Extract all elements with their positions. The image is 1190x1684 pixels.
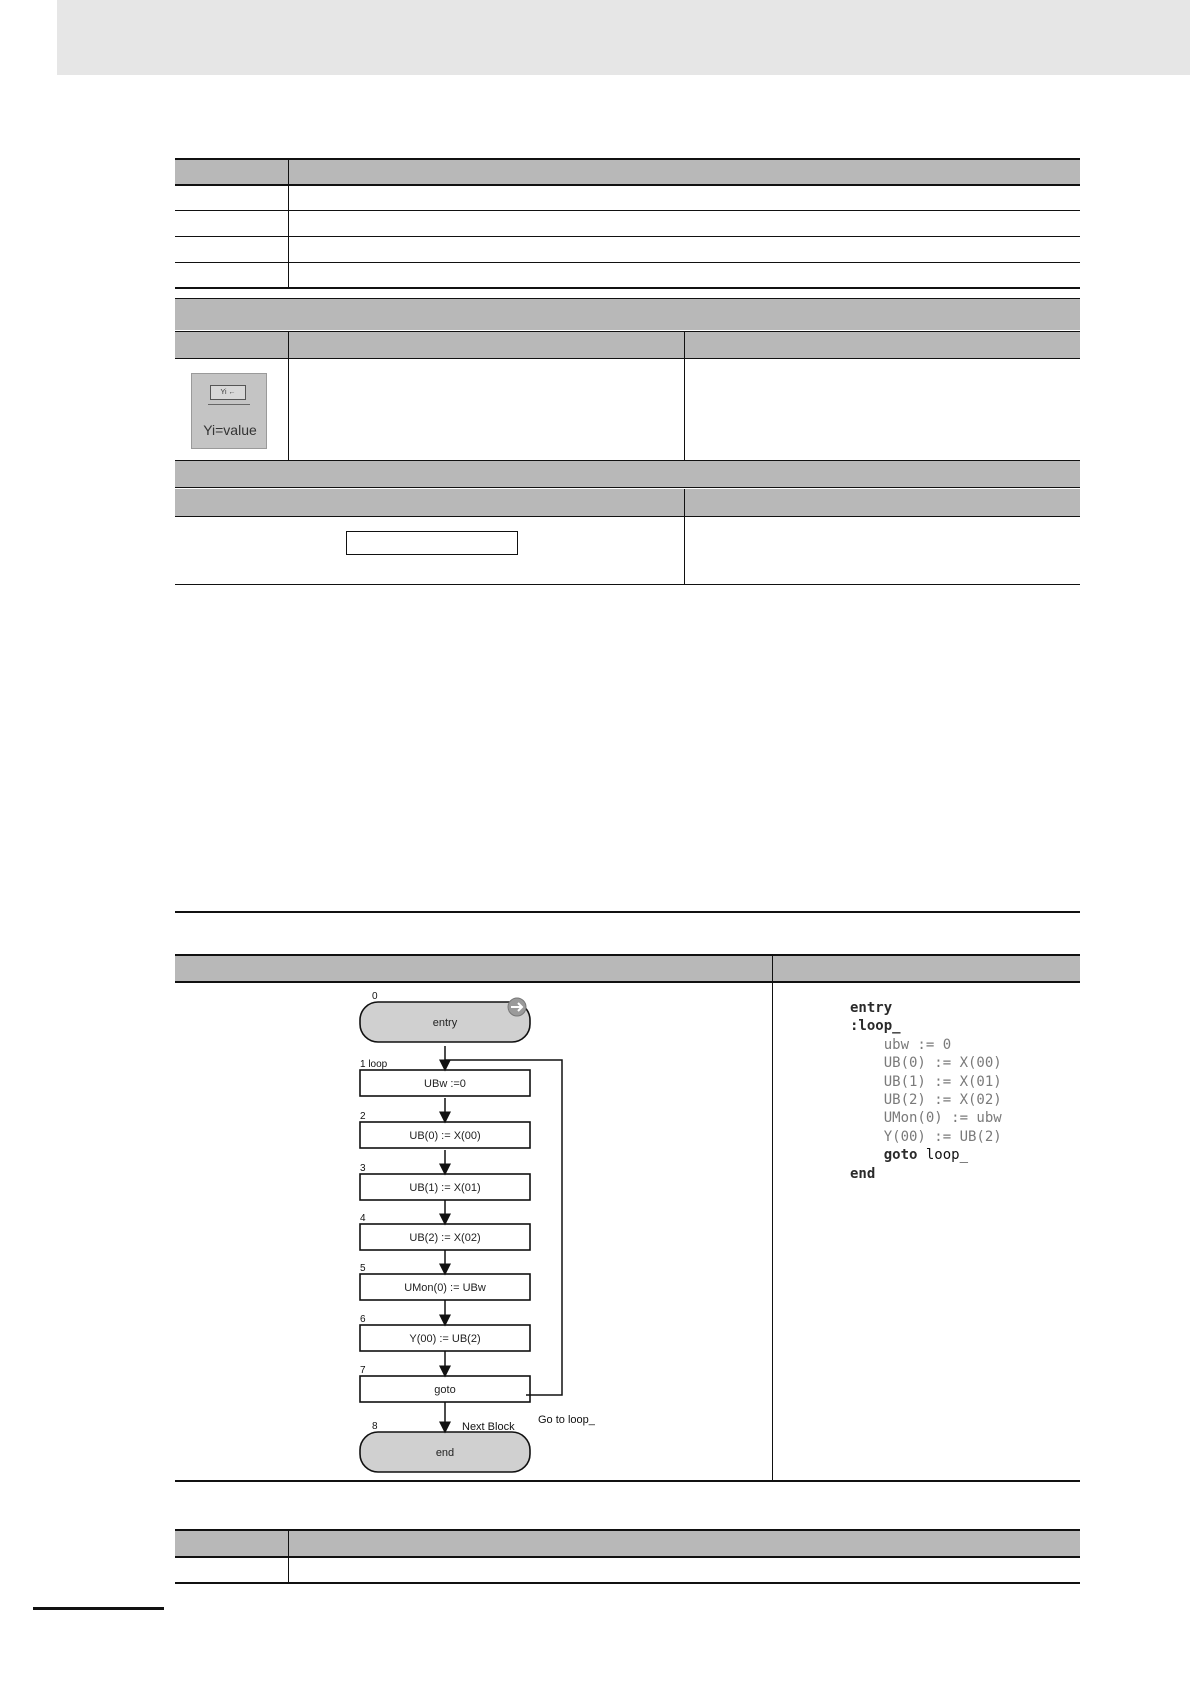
- table-header-row: [175, 332, 1080, 358]
- value-input-field[interactable]: [346, 531, 518, 555]
- footer-rule: [33, 1607, 164, 1610]
- code-line: UB(2) := X(02): [850, 1092, 1002, 1109]
- page-header-band: [57, 0, 1190, 75]
- section-header-row: [175, 461, 1080, 487]
- flow-block-label: entry: [432, 1017, 458, 1029]
- table-header-row: [175, 489, 1080, 516]
- code-line: ubw := 0: [850, 1036, 952, 1053]
- flow-block: [360, 991, 530, 1042]
- code-line: Y(00) := UB(2): [850, 1128, 1002, 1145]
- flow-block-number: 5: [360, 1263, 366, 1274]
- flow-block-label: UMon(0) := UBw: [404, 1282, 486, 1294]
- table-header-row: [175, 1530, 1080, 1556]
- flow-block-label: UB(1) := X(01): [409, 1182, 481, 1194]
- flow-block-number: 4: [360, 1213, 366, 1224]
- flow-block-label: goto: [434, 1384, 456, 1396]
- table-header-row: [175, 955, 1080, 981]
- next-block-label: Next Block: [462, 1421, 515, 1433]
- flow-block-label: UB(0) := X(00): [409, 1130, 481, 1142]
- flow-block-number: 6: [360, 1314, 366, 1325]
- flow-block-number: 2: [360, 1111, 366, 1122]
- code-line: UMon(0) := ubw: [850, 1110, 1002, 1127]
- set-output-icon-tile: [191, 373, 267, 449]
- flow-block-number: 0: [372, 991, 378, 1002]
- icon-caption: Yi=value: [203, 422, 257, 438]
- flow-block-label: Y(00) := UB(2): [409, 1333, 481, 1345]
- goto-target-label: Go to loop_: [538, 1414, 595, 1426]
- output-button-glyph: Yi ←: [210, 385, 246, 400]
- table-header-row: [175, 159, 1080, 184]
- arrow-circle-icon: [508, 998, 526, 1016]
- code-line: UB(0) := X(00): [850, 1055, 1002, 1072]
- flow-block-number: 8: [372, 1421, 378, 1432]
- section-header-row: [175, 299, 1080, 330]
- code-line: entry: [850, 1000, 893, 1016]
- flow-block-number: 3: [360, 1163, 366, 1174]
- flowchart-diagram: [330, 990, 630, 1480]
- code-listing: [850, 999, 1002, 1183]
- code-line: end: [850, 1165, 876, 1182]
- flow-block-label: UB(2) := X(02): [409, 1232, 481, 1244]
- code-line: :loop_: [850, 1018, 901, 1035]
- section-divider: [175, 911, 1080, 913]
- flow-block-number: 1 loop: [360, 1059, 388, 1070]
- code-line: UB(1) := X(01): [850, 1073, 1002, 1090]
- flow-block-number: 7: [360, 1365, 366, 1376]
- flow-block-label: UBw :=0: [424, 1078, 466, 1090]
- code-line: goto loop_: [883, 1147, 969, 1164]
- flow-block-label: end: [435, 1447, 455, 1459]
